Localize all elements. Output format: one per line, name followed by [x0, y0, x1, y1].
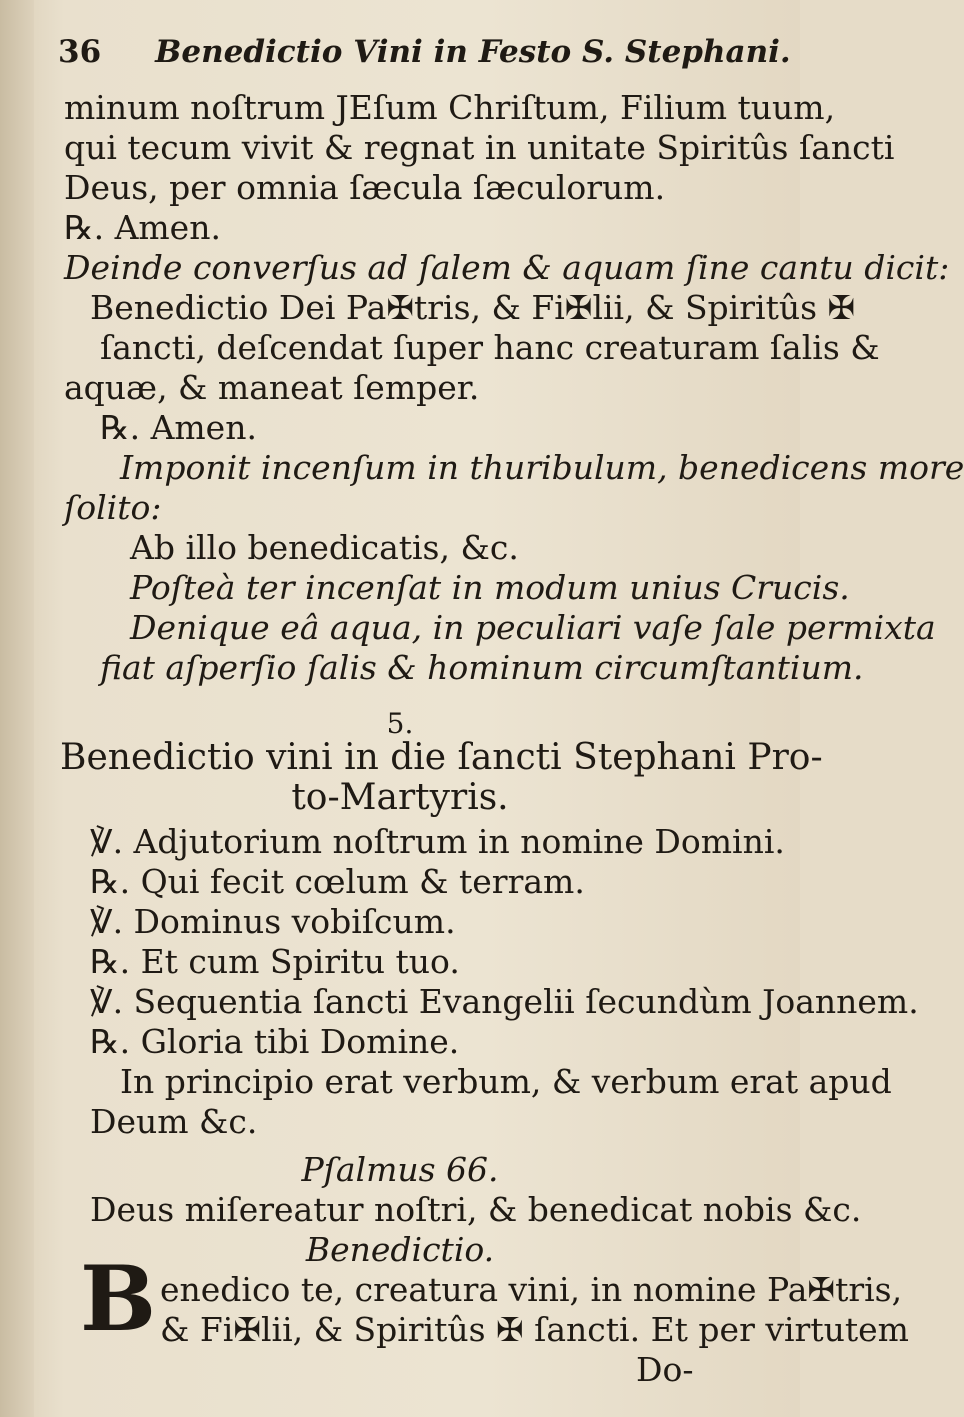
rubric-line: fiat aſperſio ſalis & hominum circumſtantium. — [100, 648, 864, 687]
rubric-line: Deinde converſus ad ſalem & aquam ſine cantu dicit: — [64, 248, 950, 287]
versicle-line: ℣. Sequentia ſancti Evangelii ſecundùm Joannem. — [90, 982, 919, 1021]
text-line: aquæ, & maneat ſemper. — [64, 368, 480, 407]
section-heading: to-Martyris. — [291, 777, 509, 818]
blessing-heading: Benedictio. — [305, 1230, 495, 1269]
text-line: ℞. Amen. — [100, 408, 257, 447]
text-line: Deus, per omnia ſæcula ſæculorum. — [64, 168, 666, 207]
text-line: ſancti, deſcendat ſuper hanc creaturam ſalis & — [100, 328, 880, 367]
text-line: minum noſtrum JEſum Chriſtum, Filium tuum, — [64, 88, 836, 127]
page-number: 36 — [58, 34, 102, 70]
response-line: ℞. Gloria tibi Domine. — [90, 1022, 460, 1061]
section-heading: Benedictio vini in die ſancti Stephani Pro- — [60, 737, 823, 778]
rubric-line: Denique eâ aqua, in peculiari vaſe ſale permixta — [130, 608, 936, 647]
text-line: Deus miſereatur noſtri, & benedicat nobis &c. — [90, 1190, 862, 1229]
text-line: & Fi✠lii, & Spiritûs ✠ ſancti. Et per virtutem — [160, 1310, 909, 1349]
versicle-line: ℣. Dominus vobiſcum. — [90, 902, 456, 941]
rubric-line: Poſteà ter incenſat in modum unius Crucis. — [130, 568, 850, 607]
text-line: Benedictio Dei Pa✠tris, & Fi✠lii, & Spiritûs ✠ — [90, 288, 856, 327]
psalm-heading: Pſalmus 66. — [301, 1150, 499, 1189]
response-line: ℞. Qui fecit cœlum & terram. — [90, 862, 585, 901]
versicle-line: ℣. Adjutorium noſtrum in nomine Domini. — [90, 822, 785, 861]
response-line: ℞. Et cum Spiritu tuo. — [90, 942, 460, 981]
rubric-line: Imponit incenſum in thuribulum, benedicens more — [120, 448, 964, 487]
text-line: enedico te, creatura vini, in nomine Pa✠tris, — [160, 1270, 903, 1309]
section-number: 5. — [386, 707, 414, 740]
running-title: Benedictio Vini in Festo S. Stephani. — [155, 34, 791, 70]
text-line: Deum &c. — [90, 1102, 258, 1141]
rubric-line: ſolito: — [64, 488, 162, 527]
running-header — [58, 34, 791, 70]
binding-gutter — [0, 0, 34, 1417]
drop-cap: B — [80, 1246, 157, 1352]
text-line: In principio erat verbum, & verbum erat apud — [120, 1062, 892, 1101]
text-line: Ab illo benedicatis, &c. — [130, 528, 519, 567]
text-line: qui tecum vivit & regnat in unitate Spiritûs ſancti — [64, 128, 895, 167]
text-line: ℞. Amen. — [64, 208, 221, 247]
catchword: Do- — [636, 1350, 694, 1389]
